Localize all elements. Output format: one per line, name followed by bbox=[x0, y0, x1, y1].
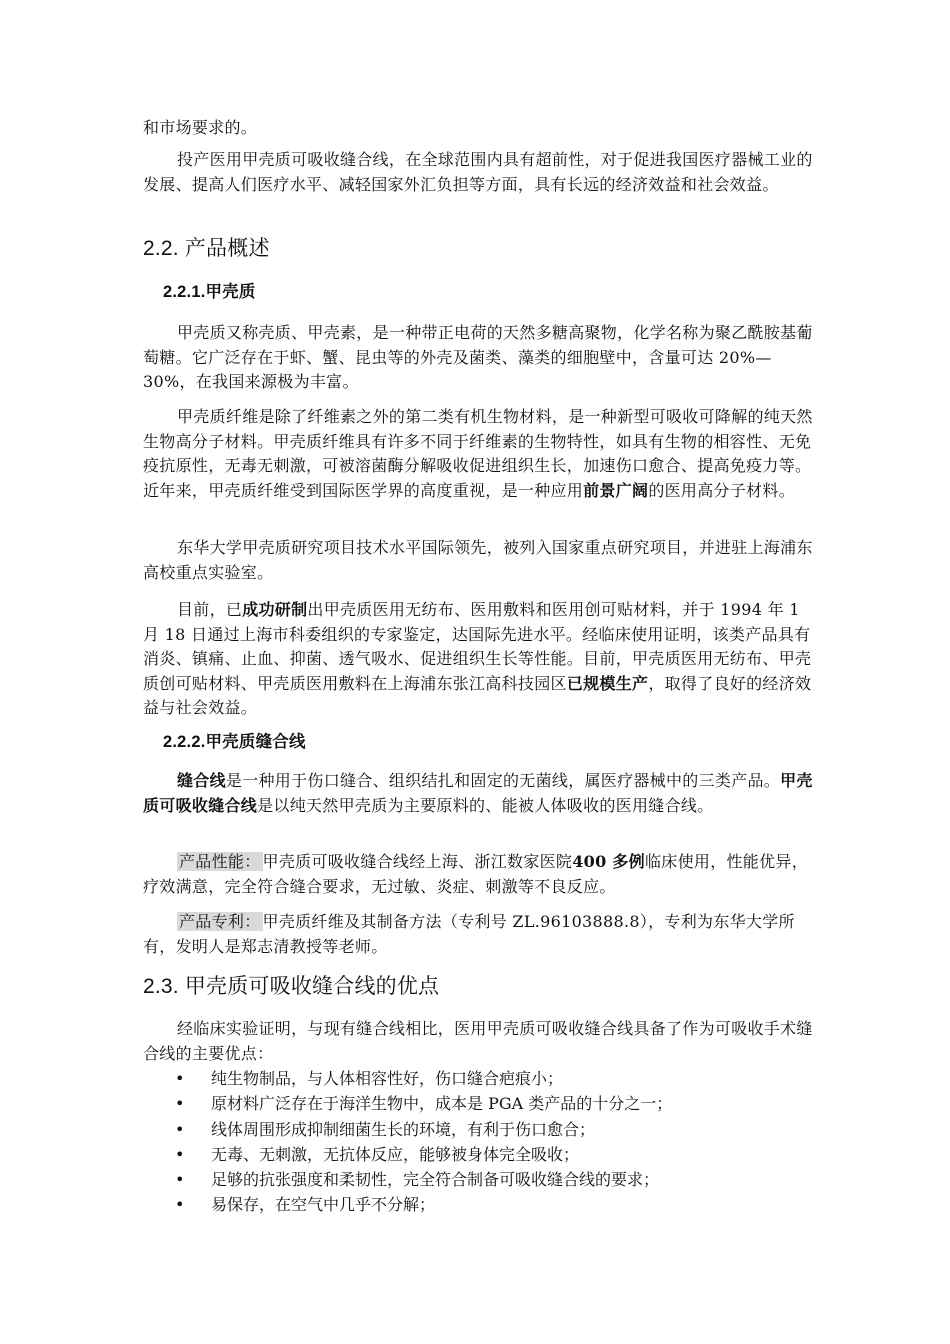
suture-bold-2: 甲壳质可吸收缝合线 bbox=[143, 771, 813, 815]
chitin-fiber-text-b: 的医用高分子材料。 bbox=[648, 480, 796, 500]
performance-paragraph bbox=[143, 850, 813, 899]
section-2-2-1-heading: 2.2.1.甲壳质 bbox=[163, 283, 256, 301]
list-item bbox=[143, 1066, 813, 1091]
performance-text-b: 临床使用，性能优异，疗效满意，完全符合缝合要求，无过敏、炎症、刺激等不良反应。 bbox=[143, 852, 809, 896]
suture-bold-1: 缝合线 bbox=[177, 771, 226, 790]
chitin-definition-paragraph: 甲壳质又称壳质、甲壳素，是一种带正电荷的天然多糖高聚物，化学名称为聚乙酰胺基葡萄糖。它广泛存在于虾、蟹、昆虫等的外壳及菌类、藻类的细胞壁中，含量可达 20%—30%，在我国来源极为丰富。 bbox=[143, 323, 813, 391]
products-paragraph bbox=[143, 598, 813, 721]
intro-paragraph: 投产医用甲壳质可吸收缝合线，在全球范围内具有超前性，对于促进我国医疗器械工业的发展、提高人们医疗水平、减轻国家外汇负担等方面，具有长远的经济效益和社会效益。 bbox=[143, 150, 813, 194]
advantage-text: 原材料广泛存在于海洋生物中，成本是 PGA 类产品的十分之一； bbox=[211, 1094, 673, 1114]
list-item bbox=[143, 1192, 813, 1217]
section-2-2-2-heading: 2.2.2.甲壳质缝合线 bbox=[163, 733, 306, 751]
advantages-list bbox=[143, 1066, 813, 1218]
intro-tail: 和市场要求的。 bbox=[143, 118, 258, 137]
advantage-text: 足够的抗张强度和柔韧性，完全符合制备可吸收缝合线的要求； bbox=[211, 1170, 660, 1190]
bullet-icon: • bbox=[175, 1119, 185, 1139]
bullet-icon: • bbox=[175, 1170, 185, 1190]
patent-text: 甲壳质纤维及其制备方法（专利号 ZL.96103888.8），专利为东华大学所有，发明人是郑志清教授等老师。 bbox=[143, 912, 795, 956]
performance-bold: 400 多例 bbox=[572, 852, 645, 871]
advantage-text: 易保存，在空气中几乎不分解； bbox=[211, 1195, 436, 1215]
suture-text-b: 是以纯天然甲壳质为主要原料的、能被人体吸收的医用缝合线。 bbox=[257, 795, 714, 815]
list-item bbox=[143, 1117, 813, 1142]
bullet-icon: • bbox=[175, 1094, 185, 1114]
products-bold-1: 成功研制 bbox=[242, 600, 308, 619]
chitin-fiber-bold: 前景广阔 bbox=[583, 480, 649, 500]
advantage-text: 纯生物制品，与人体相容性好，伤口缝合疤痕小； bbox=[211, 1069, 564, 1088]
bullet-icon: • bbox=[175, 1195, 185, 1215]
section-2-3-heading: 2.3. 甲壳质可吸收缝合线的优点 bbox=[143, 975, 440, 998]
products-text-c: ，取得了良好的经济效益与社会效益。 bbox=[143, 673, 812, 717]
donghua-research-paragraph: 东华大学甲壳质研究项目技术水平国际领先，被列入国家重点研究项目，并进驻上海浦东高校重点实验室。 bbox=[143, 538, 813, 582]
list-item bbox=[143, 1091, 813, 1116]
list-item bbox=[143, 1142, 813, 1167]
chitin-fiber-paragraph bbox=[143, 405, 813, 503]
list-item bbox=[143, 1167, 813, 1192]
suture-text-a: 是一种用于伤口缝合、组织结扎和固定的无菌线，属医疗器械中的三类产品。 bbox=[225, 771, 781, 790]
bullet-icon: • bbox=[175, 1069, 185, 1088]
patent-label: 产品专利： bbox=[179, 912, 261, 931]
suture-definition-paragraph bbox=[143, 769, 813, 818]
performance-text-a: 甲壳质可吸收缝合线经上海、浙江数家医院 bbox=[262, 852, 573, 871]
products-bold-2: 已规模生产 bbox=[566, 673, 649, 693]
patent-paragraph bbox=[143, 910, 813, 959]
products-text-a: 目前，已 bbox=[177, 600, 243, 619]
products-text-b: 出甲壳质医用无纺布、医用敷料和医用创可贴材料，并于 1994 年 1 月 18 日通过上海市科委组织的专家鉴定，达国际先进水平。经临床使用证明，该类产品具有消炎、镇痛、止血、抑菌、透气吸水、促进组织生长等性能。目前，甲壳质医用无纺布、甲壳质创可贴材料、甲壳质医用敷料在上海浦东张江高科技园区 bbox=[143, 600, 812, 693]
advantages-intro-paragraph: 经临床实验证明，与现有缝合线相比，医用甲壳质可吸收缝合线具备了作为可吸收手术缝合线的主要优点： bbox=[143, 1019, 813, 1063]
chitin-fiber-text-a: 甲壳质纤维是除了纤维素之外的第二类有机生物材料，是一种新型可吸收可降解的纯天然生物高分子材料。甲壳质纤维具有许多不同于纤维素的生物特性，如具有生物的相容性、无免疫抗原性，无毒无刺激，可被溶菌酶分解吸收促进组织生长，加速伤口愈合、提高免疫力等。近年来，甲壳质纤维受到国际医学界的高度重视，是一种应用 bbox=[143, 407, 813, 500]
advantage-text: 无毒、无刺激，无抗体反应，能够被身体完全吸收； bbox=[211, 1144, 580, 1164]
performance-label: 产品性能： bbox=[179, 852, 261, 871]
advantage-text: 线体周围形成抑制细菌生长的环境，有利于伤口愈合； bbox=[211, 1119, 596, 1139]
section-2-2-heading: 2.2. 产品概述 bbox=[143, 237, 270, 260]
bullet-icon: • bbox=[175, 1144, 185, 1164]
